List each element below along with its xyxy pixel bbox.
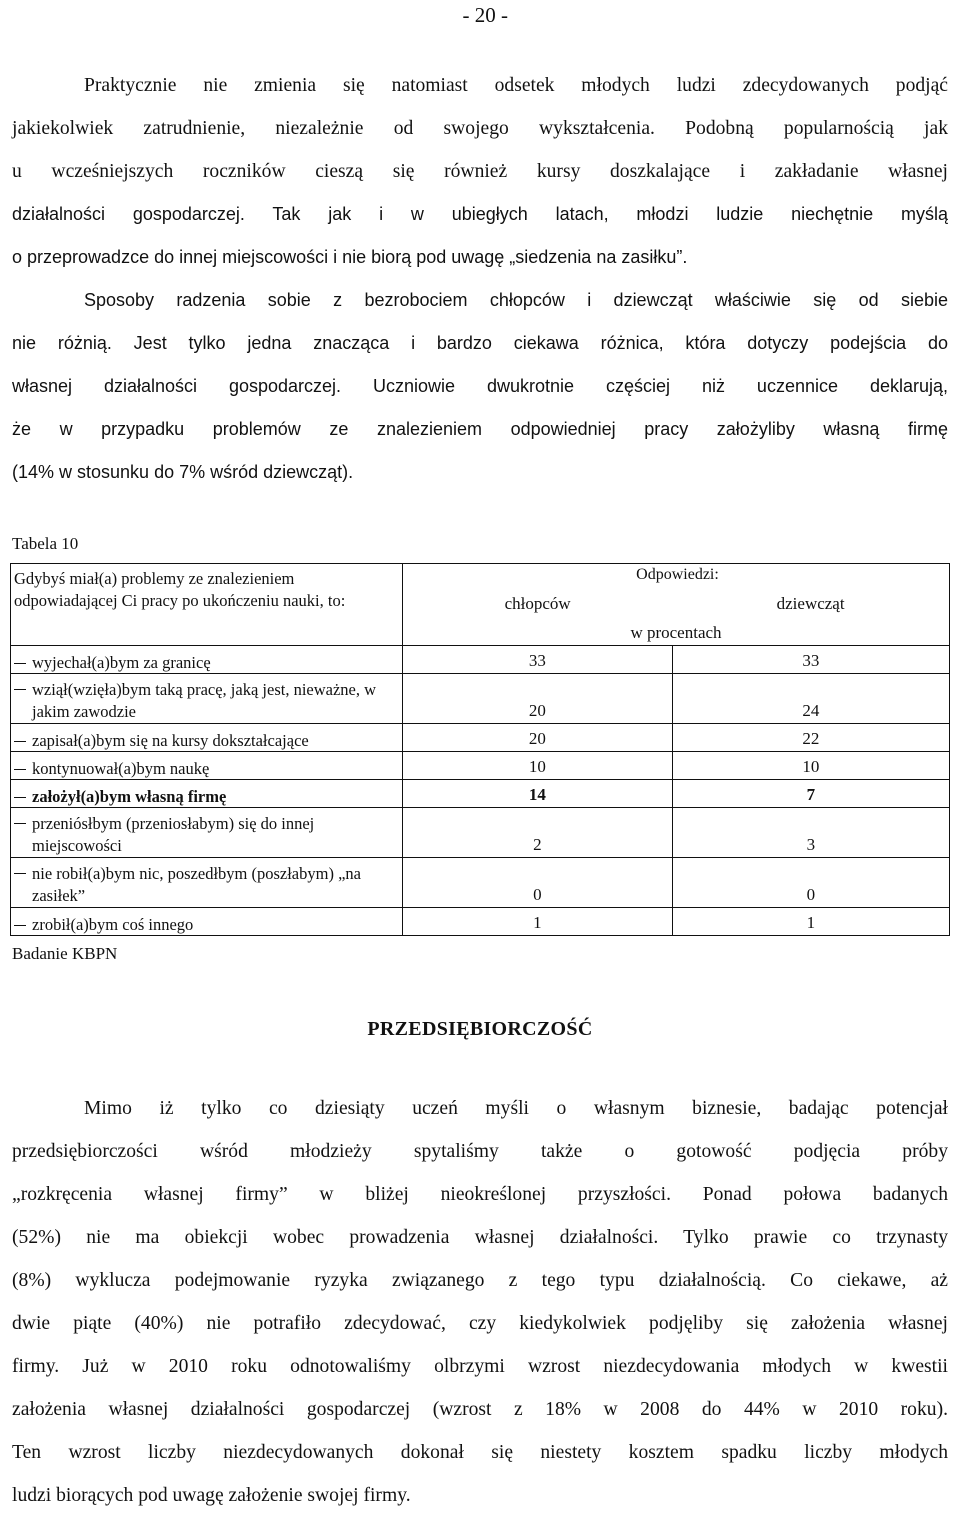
boys-value: 33 [403, 646, 673, 674]
question-cell: Gdybyś miał(a) problemy ze znalezieniem odpowiadającej Ci pracy po ukończeniu nauki, to: [11, 564, 403, 646]
girls-value: 3 [672, 808, 949, 858]
text-line: (14% w stosunku do 7% wśród dziewcząt). [12, 462, 354, 482]
unit-label: w procentach [403, 618, 950, 646]
boys-value: 0 [403, 858, 673, 908]
col-boys-header: chłopców [403, 592, 673, 618]
paragraph-3 [12, 1087, 948, 1517]
page-number: - 20 - [462, 3, 508, 27]
text-line: nie różnią. Jest tylko jedna znacząca i bardzo ciekawa różnica, która dotyczy podejścia do [12, 333, 948, 353]
table-row [11, 674, 950, 724]
girls-value: 24 [672, 674, 949, 724]
text-line: Sposoby radzenia sobie z bezrobociem chłopców i dziewcząt właściwie się od siebie [84, 290, 948, 310]
paragraph-2 [12, 279, 948, 494]
girls-value: 33 [672, 646, 949, 674]
survey-table [10, 563, 950, 936]
dash-icon [14, 873, 26, 874]
section-heading-text: PRZEDSIĘBIORCZOŚĆ [367, 1018, 593, 1040]
dash-icon [14, 741, 26, 742]
text-line: (52%) nie ma obiekcji wobec prowadzenia własnej działalności. Tylko prawie co trzynasty [12, 1227, 948, 1248]
row-label: kontynuował(a)bym naukę [32, 759, 210, 778]
boys-value: 2 [403, 808, 673, 858]
row-label: wyjechał(a)bym za granicę [32, 653, 211, 672]
table-row [11, 724, 950, 752]
text-line: jakiekolwiek zatrudnienie, niezależnie od swojego wykształcenia. Podobną popularnością jak [12, 118, 948, 139]
text-line: (8%) wyklucza podejmowanie ryzyka związanego z tego typu działalnością. Co ciekawe, aż [12, 1270, 948, 1291]
dash-icon [14, 797, 26, 798]
row-label: wziął(wzięła)bym taką pracę, jaką jest, nieważne, w jakim zawodzie [32, 680, 377, 721]
boys-value: 20 [403, 674, 673, 724]
girls-value: 1 [672, 908, 949, 936]
row-label: przeniósłbym (przeniosłabym) się do innej miejscowości [32, 814, 315, 855]
text-line: o przeprowadzce do innej miejscowości i nie biorą pod uwagę „siedzenia na zasiłku”. [12, 247, 688, 267]
boys-value: 10 [403, 752, 673, 780]
row-label: nie robił(a)bym nic, poszedłbym (poszłabym) „na zasiłek” [32, 864, 361, 905]
girls-value: 7 [672, 780, 949, 808]
table-row [11, 646, 950, 674]
girls-value: 22 [672, 724, 949, 752]
text-line: założenia własnej działalności gospodarczej (wzrost z 18% w 2008 do 44% w 2010 roku). [12, 1399, 948, 1420]
text-line: u wcześniejszych roczników cieszą się również kursy doszkalające i zakładanie własnej [12, 161, 948, 182]
dash-icon [14, 823, 26, 824]
text-line: firmy. Już w 2010 roku odnotowaliśmy olbrzymi wzrost niezdecydowania młodych w kwestii [12, 1356, 948, 1377]
section-heading [0, 1018, 960, 1041]
text-line: Ten wzrost liczby niezdecydowanych dokonał się niestety kosztem spadku liczby młodych [12, 1442, 948, 1463]
text-line: dwie piąte (40%) nie potrafiło zdecydować, czy kiedykolwiek podjęliby się założenia własnej [12, 1313, 948, 1334]
table-source: Badanie KBPN [12, 944, 118, 963]
text-line: przedsiębiorczości wśród młodzieży spytaliśmy także o gotowość podjęcia próby [12, 1141, 948, 1162]
girls-value: 10 [672, 752, 949, 780]
col-girls-header: dziewcząt [672, 592, 949, 618]
table-row [11, 908, 950, 936]
answers-header: Odpowiedzi: [403, 564, 950, 592]
row-label: zrobił(a)bym coś innego [32, 915, 194, 934]
dash-icon [14, 925, 26, 926]
table-header-row [11, 564, 950, 592]
row-label: zapisał(a)bym się na kursy dokształcające [32, 731, 309, 750]
row-label: założył(a)bym własną firmę [32, 787, 227, 806]
table-row [11, 808, 950, 858]
dash-icon [14, 663, 26, 664]
girls-value: 0 [672, 858, 949, 908]
dash-icon [14, 769, 26, 770]
text-line: ludzi biorących pod uwagę założenie swojej firmy. [12, 1485, 411, 1506]
boys-value: 14 [403, 780, 673, 808]
dash-icon [14, 689, 26, 690]
table-row-highlighted [11, 780, 950, 808]
boys-value: 20 [403, 724, 673, 752]
text-line: Praktycznie nie zmienia się natomiast odsetek młodych ludzi zdecydowanych podjąć [84, 75, 948, 96]
text-line: własnej działalności gospodarczej. Uczniowie dwukrotnie częściej niż uczennice deklarują, [12, 376, 948, 396]
paragraph-1 [12, 64, 948, 279]
table-row [11, 858, 950, 908]
text-line: działalności gospodarczej. Tak jak i w ubiegłych latach, młodzi ludzie niechętnie myślą [12, 204, 948, 224]
text-line: „rozkręcenia własnej firmy” w bliżej nieokreślonej przyszłości. Ponad połowa badanych [12, 1184, 948, 1205]
text-line: że w przypadku problemów ze znalezieniem odpowiedniej pracy założyliby własną firmę [12, 419, 948, 439]
table-caption: Tabela 10 [12, 534, 79, 553]
boys-value: 1 [403, 908, 673, 936]
text-line: Mimo iż tylko co dziesiąty uczeń myśli o własnym biznesie, badając potencjał [84, 1098, 948, 1119]
table-row [11, 752, 950, 780]
